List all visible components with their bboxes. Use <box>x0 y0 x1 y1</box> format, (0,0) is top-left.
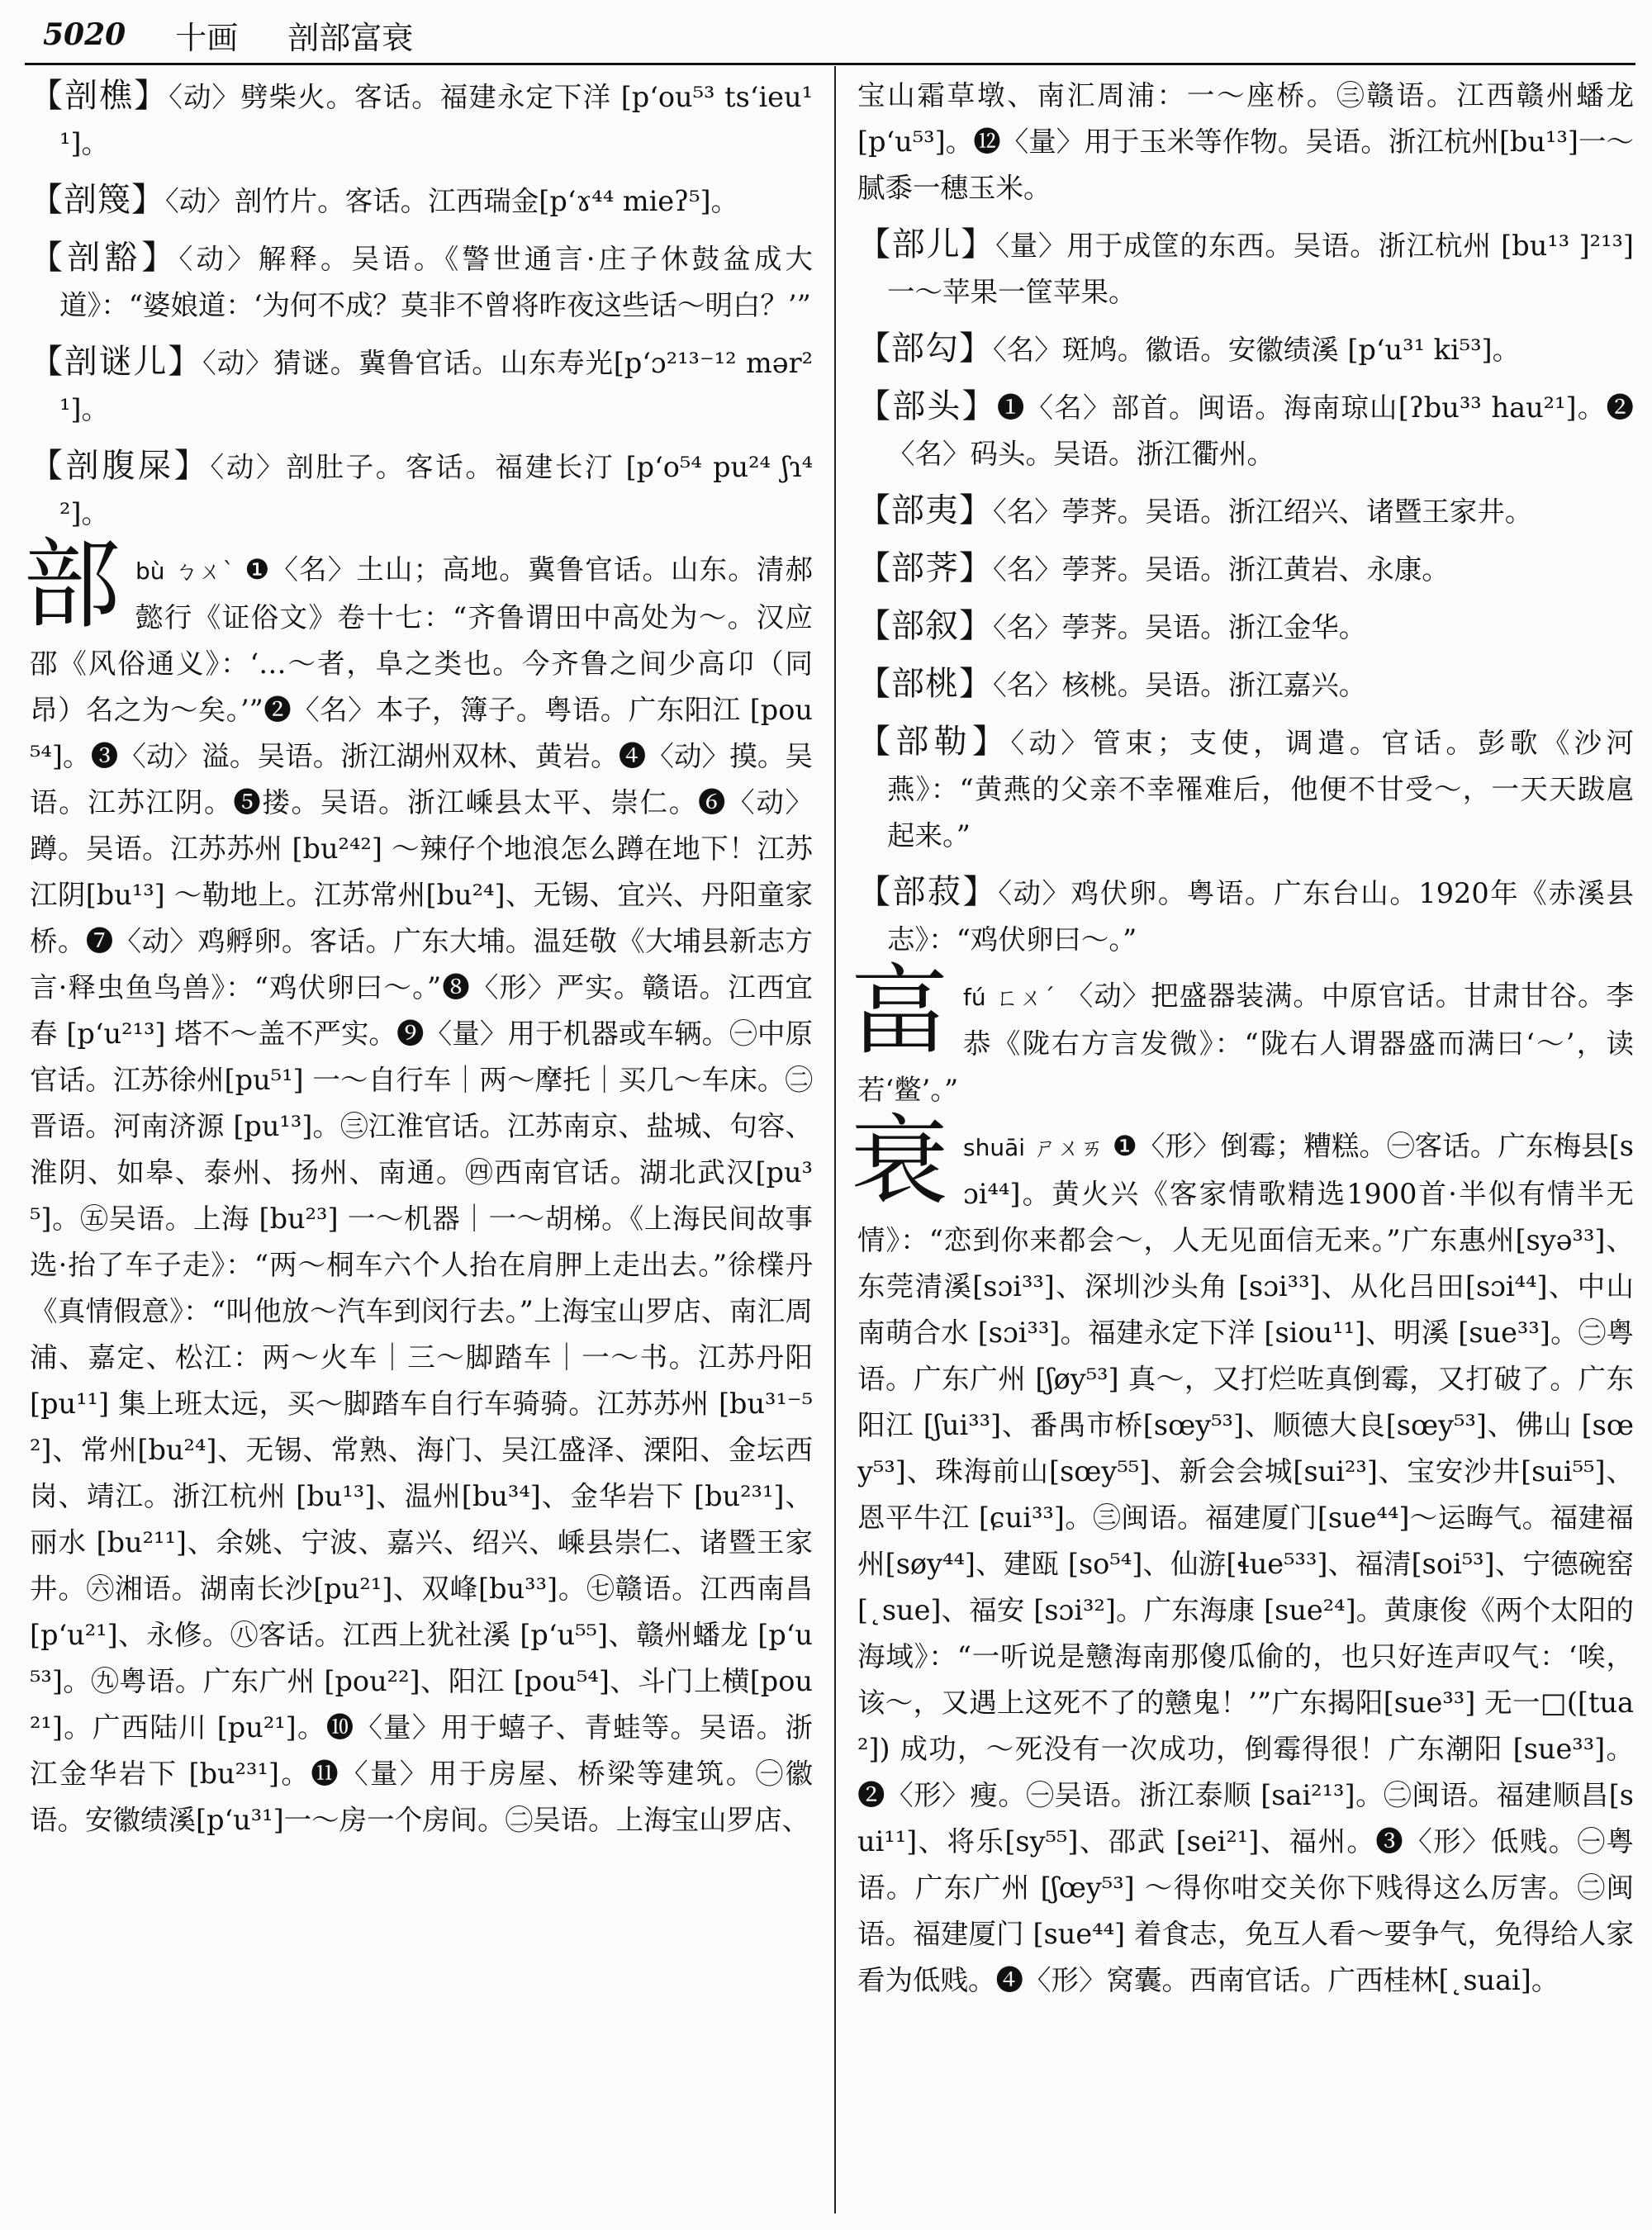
running-title: 剖部富衰 <box>287 19 414 56</box>
entry-pouqiao <box>30 73 813 167</box>
entry-text: 〈名〉荸荠。吴语。浙江黄岩、永康。 <box>993 553 1450 586</box>
entry-buyi <box>857 487 1634 535</box>
entry-text: 〈动〉劈柴火。客话。福建永定下洋 [p‘ou⁵³ ts‘ieu¹¹]。 <box>59 81 813 159</box>
entry-pouhuo <box>30 235 813 329</box>
page-number: 5020 <box>43 17 126 52</box>
headword-zhuyin: ㄈㄨˊ <box>995 984 1056 1011</box>
entry-bushu <box>857 869 1634 963</box>
entry-head: 【部勾】 <box>857 330 993 368</box>
entry-head: 【剖篾】 <box>30 181 165 219</box>
entry-text: 〈名〉荸荠。吴语。浙江绍兴、诸暨王家井。 <box>993 496 1533 528</box>
headword-definition: 〈动〉把盛器装满。中原官话。甘肃甘谷。李恭《陇右方言发微》：“陇右人谓器盛而满曰‘～’，读若‘鳖’。” <box>857 980 1634 1106</box>
entry-text: 〈动〉鸡伏卵。粤语。广东台山。1920年《赤溪县志》：“鸡伏卵曰～。” <box>887 877 1634 956</box>
headword-zhuyin: ㄅㄨˋ <box>174 558 235 585</box>
entry-buji <box>857 545 1634 593</box>
headword-definition: ❶〈形〉倒霉；糟糕。㊀客话。广东梅县[sɔi⁴⁴]。黄火兴《客家情歌精选1900首·半似有情半无情》：“恋到你来都会～，人无见面信无来。”广东惠州[syə³³]、东莞清溪[sɔi³³]、深圳沙头角 [sɔi³³]、从化吕田[sɔi⁴⁴]、中山南萌合水 [sɔi³³]。福建永定下洋 [siou¹¹]、明溪 [sue³³]。㊁粤语。广东广州 [ʃøy⁵³] 真～，又打烂咗真倒霉，又打破了。广东阳江 [ʃui³³]、番禺市桥[sœy⁵³]、顺德大良[sœy⁵³]、佛山 [sœy⁵³]、珠海前山[sœy⁵⁵]、新会会城[sui²³]、宝安沙井[sui⁵⁵]、恩平牛江 [ɕui³³]。㊂闽语。福建厦门[sue⁴⁴]～运晦气。福建福州[søy⁴⁴]、建瓯 [so⁵⁴]、仙游[ɬue⁵³³]、福清[soi⁵³]、宁德碗窑 [˛sue]、福安 [sɔi³²]。广东海康 [sue²⁴]。黄康俊《两个太阳的海域》：“一听说是戆海南那傻瓜偷的，也只好连声叹气：‘唉，该～，又遇上这死不了的戆鬼！’”广东揭阳[sue³³] 无一□([tua²]) 成功，～死没有一次成功，倒霉得很！广东潮阳 [sue³³]。❷〈形〉瘦。㊀吴语。浙江泰顺 [sai²¹³]。㊁闽语。福建顺昌[sui¹¹]、将乐[sy⁵⁵]、邵武 [sei²¹]、福州。❸〈形〉低贱。㊀粤语。广东广州 [ʃœy⁵³] ～得你咁交关你下贱得这么厉害。㊁闽语。福建厦门 [sue⁴⁴] 着食志，免互人看～要争气，免得给人家看为低贱。❹〈形〉窝囊。西南官话。广西桂林[˛suai]。 <box>857 1130 1634 1996</box>
entry-text: 〈名〉荸荠。吴语。浙江金华。 <box>993 611 1367 643</box>
entry-head: 【剖腹屎】 <box>30 447 211 485</box>
entry-head: 【剖樵】 <box>30 77 169 115</box>
continued-text: 宝山霜草墩、南汇周浦：一～座桥。㊂赣语。江西赣州蟠龙 [p‘u⁵³]。⓬〈量〉用于玉米等作物。吴语。浙江杭州[bu¹³]一～腻黍一穗玉米。 <box>857 79 1634 204</box>
column-divider <box>834 66 836 2213</box>
entry-buer <box>857 221 1634 316</box>
headword-pinyin: bù <box>135 558 165 585</box>
entry-head: 【部头】 <box>857 387 997 425</box>
entry-head: 【部桃】 <box>857 665 993 703</box>
headword-char: 部 <box>23 528 121 642</box>
right-column <box>851 73 1635 2014</box>
entry-text: 〈动〉剖肚子。客话。福建长汀 [p‘o⁵⁴ pu²⁴ ʃɿ⁴²]。 <box>59 451 814 529</box>
headword-zhuyin: ㄕㄨㄞ <box>1033 1134 1104 1161</box>
entry-poufushi <box>30 443 813 537</box>
entry-butao <box>857 661 1634 709</box>
entry-head: 【部夷】 <box>857 491 993 529</box>
entry-text: 〈动〉管束；支使，调遣。官话。彭歌《沙河燕》：“黄燕的父亲不幸罹难后，他便不甘受～，一天天跋扈起来。” <box>887 727 1635 852</box>
entry-bugou <box>857 325 1634 373</box>
entry-head: 【部荠】 <box>857 549 993 587</box>
entry-head: 【部菽】 <box>857 873 999 911</box>
headword-bu <box>23 528 813 1843</box>
headword-fu <box>851 954 1634 1113</box>
entry-head: 【剖豁】 <box>30 239 179 277</box>
headword-pinyin: shuāi <box>963 1134 1026 1161</box>
headword-char: 畗 <box>851 954 949 1068</box>
entry-butou <box>857 383 1634 477</box>
headword-definition: ❶〈名〉土山；高地。冀鲁官话。山东。清郝懿行《证俗文》卷十七：“齐鲁谓田中高处为～。汉应邵《风俗通义》：‘…～者，阜之类也。今齐鲁之间少高卬（同昂）名之为～矣。’”❷〈名〉本子，簿子。粤语。广东阳江 [pou⁵⁴]。❸〈动〉溢。吴语。浙江湖州双林、黄岩。❹〈动〉摸。吴语。江苏江阴。❺搂。吴语。浙江嵊县太平、崇仁。❻〈动〉蹲。吴语。江苏苏州 [bu²⁴²] ～辣仔个地浪怎么蹲在地下！江苏江阴[bu¹³] ～勒地上。江苏常州[bu²⁴]、无锡、宜兴、丹阳童家桥。❼〈动〉鸡孵卵。客话。广东大埔。温廷敬《大埔县新志方言·释虫鱼鸟兽》：“鸡伏卵曰～。”❽〈形〉严实。赣语。江西宜春 [p‘u²¹³] 塔不～盖不严实。❾〈量〉用于机器或车辆。㊀中原官话。江苏徐州[pu⁵¹] 一～自行车｜两～摩托｜买几～车床。㊁晋语。河南济源 [pu¹³]。㊂江淮官话。江苏南京、盐城、句容、淮阴、如皋、泰州、扬州、南通。㊃西南官话。湖北武汉[pu³⁵]。㊄吴语。上海 [bu²³] 一～机器｜一～胡梯。《上海民间故事选·抬了车子走》：“两～桐车六个人抬在肩胛上走出去。”徐檏丹《真情假意》：“叫他放～汽车到闵行去。”上海宝山罗店、南汇周浦、嘉定、松江：两～火车｜三～脚踏车｜一～书。江苏丹阳 [pu¹¹] 集上班太远，买～脚踏车自行车骑骑。江苏苏州 [bu³¹⁻⁵²]、常州[bu²⁴]、无锡、常熟、海门、吴江盛泽、溧阳、金坛西岗、靖江。浙江杭州 [bu¹³]、温州[bu³⁴]、金华岩下 [bu²³¹]、丽水 [bu²¹¹]、余姚、宁波、嘉兴、绍兴、嵊县崇仁、诸暨王家井。㊅湘语。湖南长沙[pu²¹]、双峰[bu³³]。㊆赣语。江西南昌[p‘u²¹]、永修。㊇客话。江西上犹社溪 [p‘u⁵⁵]、赣州蟠龙 [p‘u⁵³]。㊈粤语。广东广州 [pou²²]、阳江 [pou⁵⁴]、斗门上横[pou²¹]。广西陆川 [pu²¹]。❿〈量〉用于蟢子、青蛙等。吴语。浙江金华岩下 [bu²³¹]。⓫〈量〉用于房屋、桥梁等建筑。㊀徽语。安徽绩溪[p‘u³¹]一～房一个房间。㊁吴语。上海宝山罗店、 <box>30 553 813 1836</box>
entry-text: 〈名〉核桃。吴语。浙江嘉兴。 <box>993 669 1367 701</box>
entry-head: 【部儿】 <box>857 225 996 263</box>
entry-text: 〈名〉斑鸠。徽语。安徽绩溪 [p‘u³¹ ki⁵³]。 <box>993 334 1521 366</box>
entry-poumie <box>30 177 813 225</box>
headword-pinyin: fú <box>963 984 986 1011</box>
entry-buxu <box>857 603 1634 651</box>
left-column <box>23 73 814 1853</box>
headword-shuai <box>851 1104 1634 2004</box>
entry-text: ❶〈名〉部首。闽语。海南琼山[ʔbu³³ hau²¹]。❷〈名〉码头。吴语。浙江衢州。 <box>887 391 1635 470</box>
entry-text: 〈动〉剖竹片。客话。江西瑞金[p‘ɤ⁴⁴ mieʔ⁵]。 <box>165 185 739 217</box>
headword-char: 衰 <box>851 1104 949 1218</box>
entry-bule <box>857 719 1634 859</box>
radical-section: 十画 <box>175 19 239 56</box>
entry-text: 〈量〉用于成筐的东西。吴语。浙江杭州 [bu¹³ ]²¹³] 一～苹果一筐苹果。 <box>887 230 1634 308</box>
entry-head: 【部勒】 <box>857 723 1011 761</box>
headword-bu-continued <box>857 73 1634 211</box>
entry-text: 〈动〉猜谜。冀鲁官话。山东寿光[p‘ɔ²¹³⁻¹² mər²¹]。 <box>59 347 814 425</box>
header-rule <box>25 63 1635 65</box>
entry-head: 【剖谜儿】 <box>30 343 203 381</box>
entry-head: 【部叙】 <box>857 607 993 645</box>
page-header <box>43 12 1629 58</box>
entry-poumier <box>30 339 813 433</box>
entry-text: 〈动〉解释。吴语。《警世通言·庄子休鼓盆成大道》：“婆娘道：‘为何不成？莫非不曾将昨夜这些话～明白？’” <box>59 243 814 321</box>
